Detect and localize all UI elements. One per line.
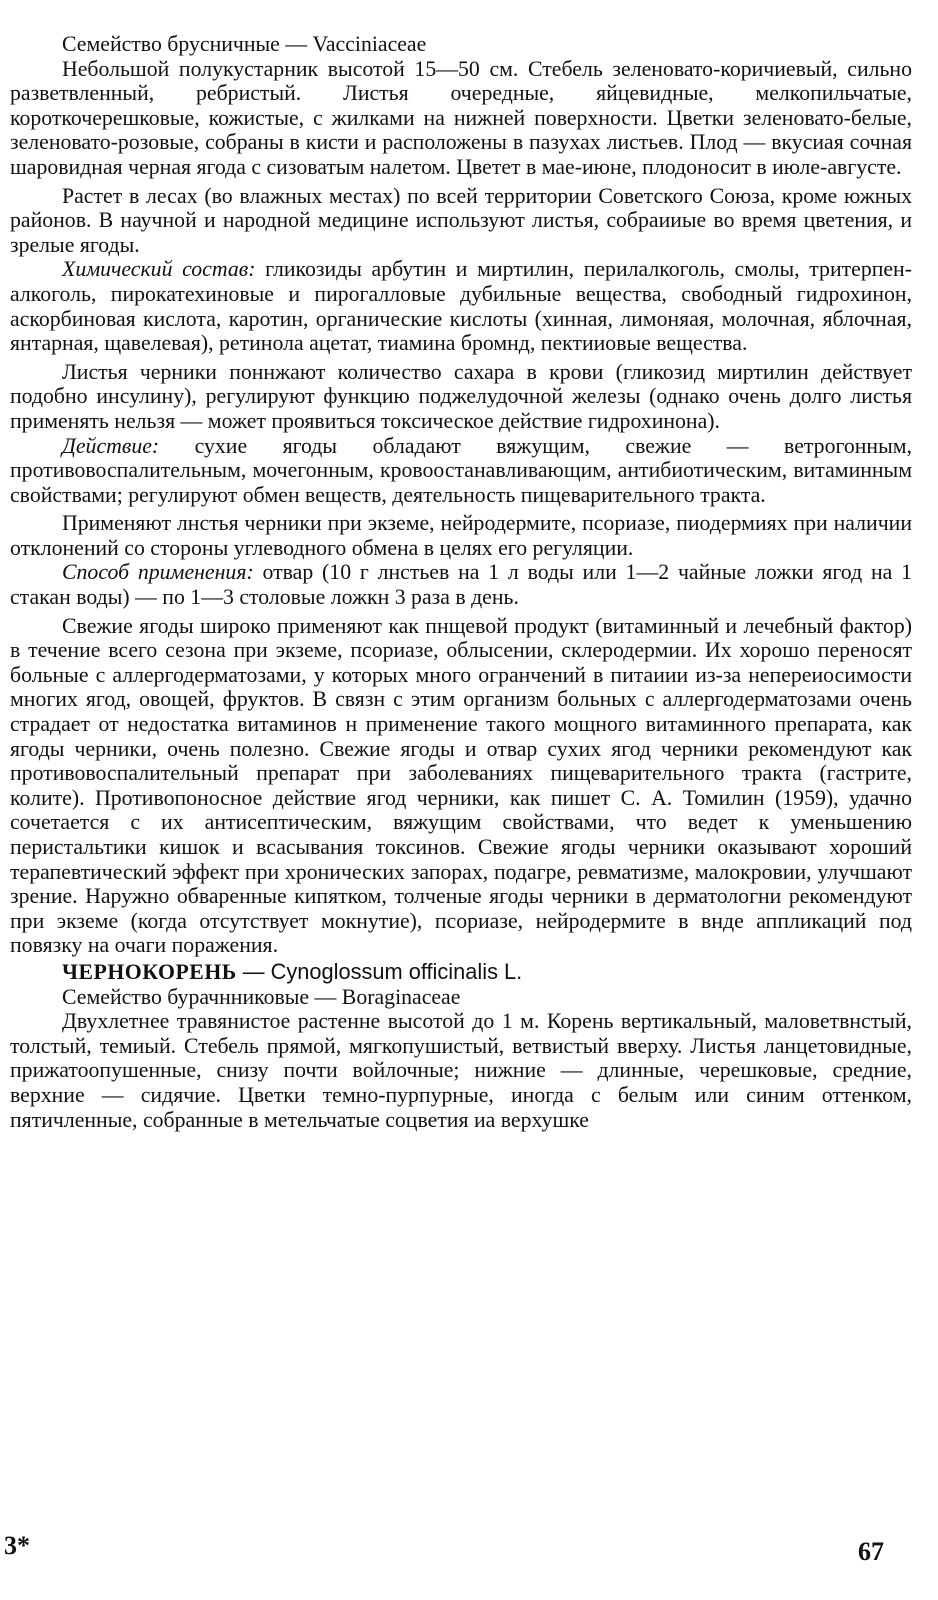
heading-title: ЧЕРНОКОРЕНЬ xyxy=(62,959,237,984)
signature-mark: 3* xyxy=(4,1531,30,1560)
section-heading xyxy=(10,960,912,985)
chemical-text: гликозиды арбутин и миртилин, перилалкоголь, смолы, тритерпен-алкоголь, пирокатехиновые и пирогалловые дубильные вещества, свободный гидрохинон, аскорбиновая кислота, каротин, органические кислоты (хинная, лимоняая, молочная, яблочная, янтарная, щавелевая), ретинола ацетат, тиамина бромнд, пектииовые вещества. xyxy=(10,257,912,356)
paragraph-habitat: Растет в лесах (во влажных местах) по всей территории Советского Союза, кроме южных районов. В научной и народной медицине используют листья, собраииые во время цветения, и зрелые ягоды. xyxy=(10,183,912,257)
action-label: Действие: xyxy=(62,433,160,458)
action-text: сухие ягоды обладают вяжущим, свежие — ветрогонным, противовоспалительным, мочегонным, кровоостанавливающим, антибиотическим, витаминным свойствами; регулируют обмен веществ, деятельность пищеварительного тракта. xyxy=(10,433,912,507)
paragraph-description-2: Двухлетнее травянистое растенне высотой до 1 м. Корень вертикальный, маловетвнстый, толстый, темиый. Стебель прямой, мягкопушистый, ветвистый вверху. Листья ланцетовидные, прижатоопушенные, снизу почти войлочные; нижние — длинные, черешковые, средние, верхние — сидячие. Цветки темно-пурпурные, иногда с белым или синим оттенком, пятичленные, собранные в метельчатые соцветия иа верхушке xyxy=(10,1009,912,1132)
paragraph-chemical-composition xyxy=(10,257,912,355)
family-line: Семейство брусничные — Vacciniaceae xyxy=(62,32,427,56)
page-body xyxy=(10,32,912,1132)
paragraph-leaves: Листья черники поннжают количество сахара в крови (гликозид миртилин действует подобно инсулину), регулируют функцию поджелудочной железы (однако очень долго листья применять нельзя — может проявиться токсическое действие гидрохинона). xyxy=(10,359,912,433)
method-label: Способ применения: xyxy=(62,560,254,585)
paragraph-description: Небольшой полукустарник высотой 15—50 см. Стебель зеленовато-коричиевый, сильно разветвленный, ребристый. Листья очередные, яйцевидные, мелкопильчатые, короткочерешковые, кожистые, с жилками на нижней поверхности. Цветки зеленовато-белые, зеленовато-розовые, собраны в кисти и расположены в пазухах листьев. Плод — вкусиая сочная шаровидная черная ягода с сизоватым налетом. Цветет в мае-июне, плодоносит в июле-августе. xyxy=(10,56,912,179)
paragraph-fresh-berries: Свежие ягоды широко применяют как пнщевой продукт (витаминный и лечебный фактор) в течение всего сезона при экземе, псориазе, облысении, склеродермии. Их хорошо переносят больные с аллергодерматозами, у которых много огранчений в питаиии из-за непереиосимости многих ягод, овощей, фруктов. В связн с этим организм больных с аллергодерматозами очень страдает от недостатка витаминов н применение такого мощного витаминного препарата, как ягоды черники, очень полезно. Свежие ягоды и отвар сухих ягод черники рекомендуют как противовоспалительный препарат при заболеваниях пищеварительного тракта (гастрите, колите). Противопоносное действие ягод черники, как пишет С. А. Томилин (1959), удачно сочетается с их антисептическим, вяжущим свойствами, что ведет к уменьшению перистальтики кишок и всасывания токсинов. Свежие ягоды черники оказывают хороший терапевтический эффект при хронических запорах, подагре, ревматизме, малокровии, улучшают зрение. Наружно обваренные кипятком, толченые ягоды черники в дерматологни рекомендуют при экземе (когда отсутствует мокнутие), псориазе, нейродермите в внде аппликаций под повязку на очаги поражения. xyxy=(10,613,912,958)
chemical-label: Химический состав: xyxy=(62,257,256,282)
page-number: 67 xyxy=(858,1537,884,1566)
paragraph-action xyxy=(10,434,912,508)
method-text: отвар (10 г лнстьев на 1 л воды или 1—2 чайные ложки ягод на 1 стакан воды) — по 1—3 столовые ложкн 3 раза в день. xyxy=(10,560,912,610)
family-line-2: Семейство бурачнниковые — Boraginaceae xyxy=(62,984,461,1009)
paragraph-application: Применяют лнстья черники при экземе, нейродермите, псориазе, пиодермиях при наличии отклонений со стороны углеводного обмена в целях его регуляции. xyxy=(10,511,912,560)
heading-latin: — Cynoglossum officinalis L. xyxy=(236,958,523,984)
paragraph-method xyxy=(10,560,912,609)
